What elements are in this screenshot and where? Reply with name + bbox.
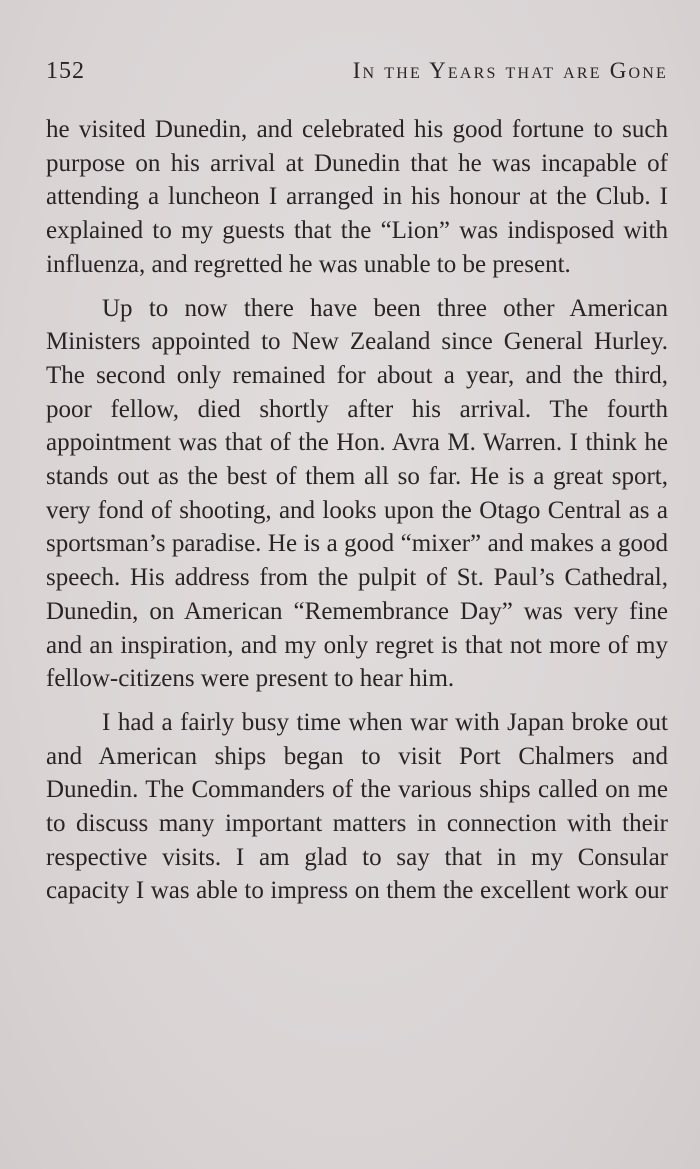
running-title: In the Years that are Gone <box>352 58 668 83</box>
paragraph-2: Up to now there have been three other American Ministers appointed to New Zealand since General Hurley. The second only remained for about a year, and the third, poor fellow, died shortly after his arrival. The fourth appointment was that of the Hon. Avra M. Warren. I think he stands out as the best of them all so far. He is a great sport, very fond of shooting, and looks upon the Otago Central as a sportsman’s paradise. He is a good “mixer” and makes a good speech. His address from the pulpit of St. Paul’s Cathedral, Dunedin, on American “Remembrance Day” was very fine and an inspiration, and my only regret is that not more of my fellow-citizens were present to hear him. <box>46 294 668 693</box>
paragraph-3: I had a fairly busy time when war with Japan broke out and American ships began to visit Port Chalmers and Dunedin. The Commanders of the various ships called on me to discuss many important matters in connection with their respective visits. I am glad to say that in my Consular capacity I was able to impress on them the excellent work our <box>46 708 668 905</box>
paragraph-1: he visited Dunedin, and celebrated his good fortune to such purpose on his arrival at Dunedin that he was incapable of attending a luncheon I arranged in his honour at the Club. I explained to my guests that the “Lion” was indisposed with influenza, and regretted he was unable to be present. <box>46 116 668 278</box>
body-text <box>46 113 668 908</box>
page-number: 152 <box>46 58 85 84</box>
page-header <box>46 58 668 94</box>
